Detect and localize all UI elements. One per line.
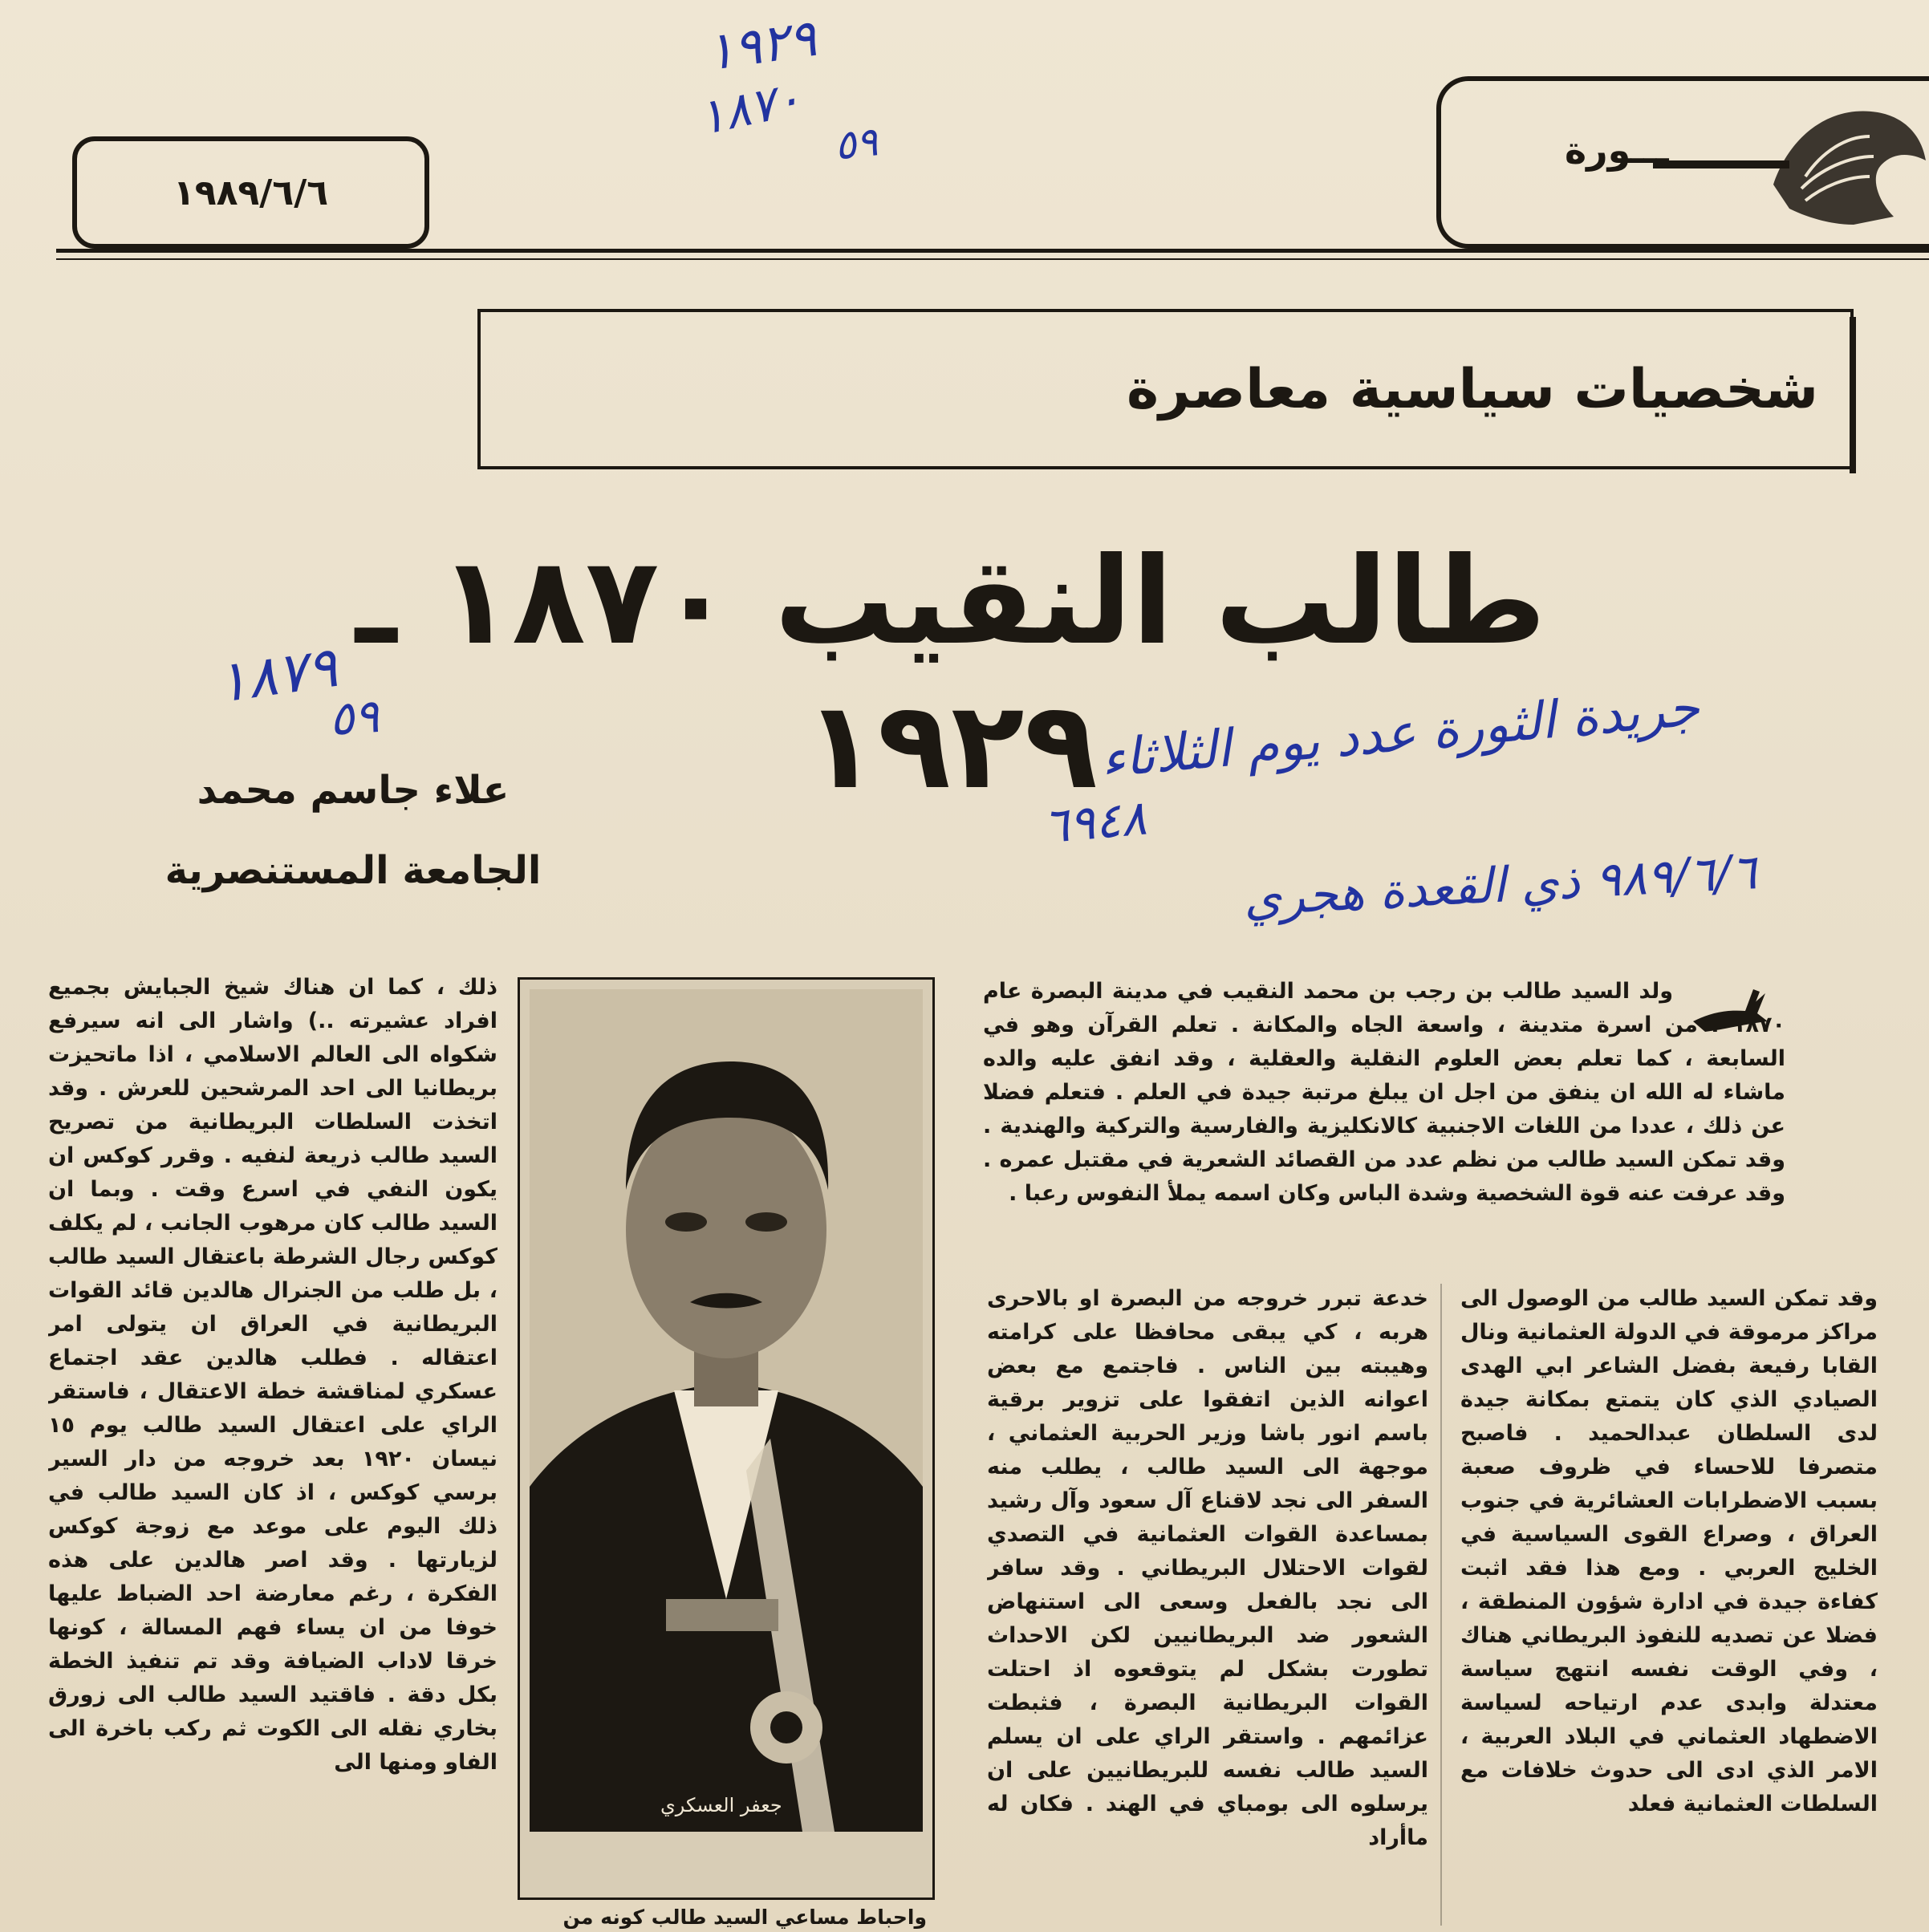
handwritten-source-line: جريدة الثورة عدد يوم الثلاثاء bbox=[1098, 678, 1702, 790]
photo-label: جعفر العسكري bbox=[660, 1794, 782, 1816]
portrait-photo-frame bbox=[518, 977, 935, 1900]
section-title: شخصيات سياسية معاصرة bbox=[1126, 357, 1818, 421]
handwritten-year-2: ١٨٧٠ bbox=[693, 70, 806, 147]
article-headline: طالب النقيب ١٨٧٠ ـ ١٩٢٩ bbox=[355, 532, 1546, 816]
masthead-title: ـــورة bbox=[1565, 128, 1669, 172]
handwritten-issue-number: ٦٩٤٨ bbox=[1041, 789, 1149, 855]
left-column-text: ذلك ، كما ان هناك شيخ الجبايش بجميع افراد عشيرته ..) واشار الى انه سيرفع شكواه الى العالم الاسلامي ، اذا ماتحيزت بريطانيا الى احد المرشحين للعرش . وقد اتخذت السلطات البريطانية من تصريح السيد طالب ذريعة لنفيه . وقرر كوكس ان يكون النفي في اسرع وقت . وبما ان السيد طالب كان مرهوب الجانب ، لم يكلف كوكس رجال الشرطة باعتقال السيد طالب ، بل طلب من الجنرال هالدين قائد القوات البريطانية في العراق ان يتولى امر اعتقاله . فطلب هالدين عقد اجتماع عسكري لمناقشة خطة الاعتقال ، فاستقر الراي على اعتقال السيد طالب يوم ١٥ نيسان ١٩٢٠ بعد خروجه من دار السير برسي كوكس ، اذ كان السيد طالب في ذلك اليوم على موعد مع زوجة كوكس لزيارتها . وقد اصر هالدين على هذه الفكرة ، رغم معارضة احد الضباط عليها خوفا من ان يساء فهم المسالة ، كونها خرقا لاداب الضيافة وقد تم تنفيذ الخطة بكل دقة . فاقتيد السيد طالب الى زورق بخاري نقله الى الكوت ثم ركب باخرة الى الفاو ومنها الى bbox=[48, 975, 497, 1775]
section-title-box bbox=[477, 309, 1854, 469]
handwritten-number: ٥٩ bbox=[832, 118, 880, 169]
header-rule-thin bbox=[56, 258, 1929, 260]
author-affiliation: الجامعة المستنصرية bbox=[164, 848, 542, 893]
portrait-illustration bbox=[530, 989, 923, 1832]
handwritten-headline-note-1: ١٨٧٩ bbox=[213, 633, 342, 716]
intro-text: ولد السيد طالب بن رجب بن محمد النقيب في مدينة البصرة عام ١٨٧٠ ، من اسرة متدينة ، واسعة الجاه والمكانة . تعلم القرآن وهو في السابعة ، كما تعلم بعض العلوم النقلية والعقلية ، وقد انفق عليه والده ماشاء له الله ان ينفق من اجل ان يبلغ مرتبة جيدة في العلم . فتعلم فضلا عن ذلك ، عددا من اللغات الاجنبية كالانكليزية والفارسية والتركية والهندية . وقد تمكن السيد طالب من نظم عدد من القصائد الشعرية في مقتبل عمره . وقد عرفت عنه قوة الشخصية وشدة الباس وكان اسمه يملأ النفوس رعبا . bbox=[983, 979, 1785, 1206]
handwritten-date-line: ٩٨٩/٦/٦ ذي القعدة هجري bbox=[1242, 844, 1758, 927]
issue-date-box bbox=[72, 136, 429, 249]
issue-date: ١٩٨٩/٦/٦ bbox=[173, 172, 329, 213]
right-column bbox=[1460, 1282, 1878, 1932]
handwritten-headline-note-2: ٥٩ bbox=[327, 688, 381, 747]
portrait-photo bbox=[530, 989, 923, 1832]
author-block bbox=[160, 766, 546, 895]
header-rule bbox=[56, 249, 1929, 253]
middle-column-text: خدعة تبرر خروجه من البصرة او بالاحرى هربه ، كي يبقى محافظا على كرامته وهيبته بين الناس . فاجتمع مع بعض اعوانه الذين اتفقوا على تزوير برقية باسم انور باشا وزير الحربية العثماني ، موجهة الى السيد طالب ، يطلب منه السفر الى نجد لاقناع آل سعود وآل رشيد بمساعدة القوات العثمانية في التصدي لقوات الاحتلال البريطاني . وقد سافر الى نجد بالفعل وسعى الى استنهاض الشعور ضد البريطانيين لكن الاحداث تطورت بشكل لم يتوقعوه اذ احتلت القوات البريطانية البصرة ، فثبطت عزائمهم . واستقر الراي على ان يسلم السيد طالب نفسه للبريطانيين على ان يرسلوه الى بومباي في الهند . فكان له ماأراد bbox=[987, 1286, 1428, 1850]
photo-caption: واحباط مساعي السيد طالب كونه من bbox=[562, 1906, 927, 1929]
handwritten-year-1: ١٩٢٩ bbox=[702, 8, 820, 83]
eagle-logo-icon bbox=[1757, 88, 1929, 241]
middle-column bbox=[987, 1282, 1428, 1932]
column-divider bbox=[1440, 1284, 1442, 1926]
author-name: علاء جاسم محمد bbox=[197, 768, 510, 813]
intro-paragraph bbox=[983, 975, 1785, 1284]
right-column-text: وقد تمكن السيد طالب من الوصول الى مراكز مرموقة في الدولة العثمانية ونال القابا رفيعة بفضل الشاعر ابي الهدى الصيادي الذي كان يتمتع بمكانة جيدة لدى السلطان عبدالحميد . فاصبح متصرفا للاحساء في ظروف صعبة بسبب الاضطرابات العشائرية في جنوب العراق ، وصراع القوى السياسية في الخليج العربي . ومع هذا فقد اثبت كفاءة جيدة في ادارة شؤون المنطقة ، فضلا عن تصديه للنفوذ البريطاني هناك ، وفي الوقت نفسه انتهج سياسة معتدلة وابدى عدم ارتياحه لسياسة الاضطهاد العثماني في البلاد العربية ، الامر الذي ادى الى حدوث خلافات مع السلطات العثمانية فعلد bbox=[1460, 1286, 1878, 1816]
section-box-shadow bbox=[1850, 317, 1856, 473]
left-column bbox=[48, 971, 497, 1932]
